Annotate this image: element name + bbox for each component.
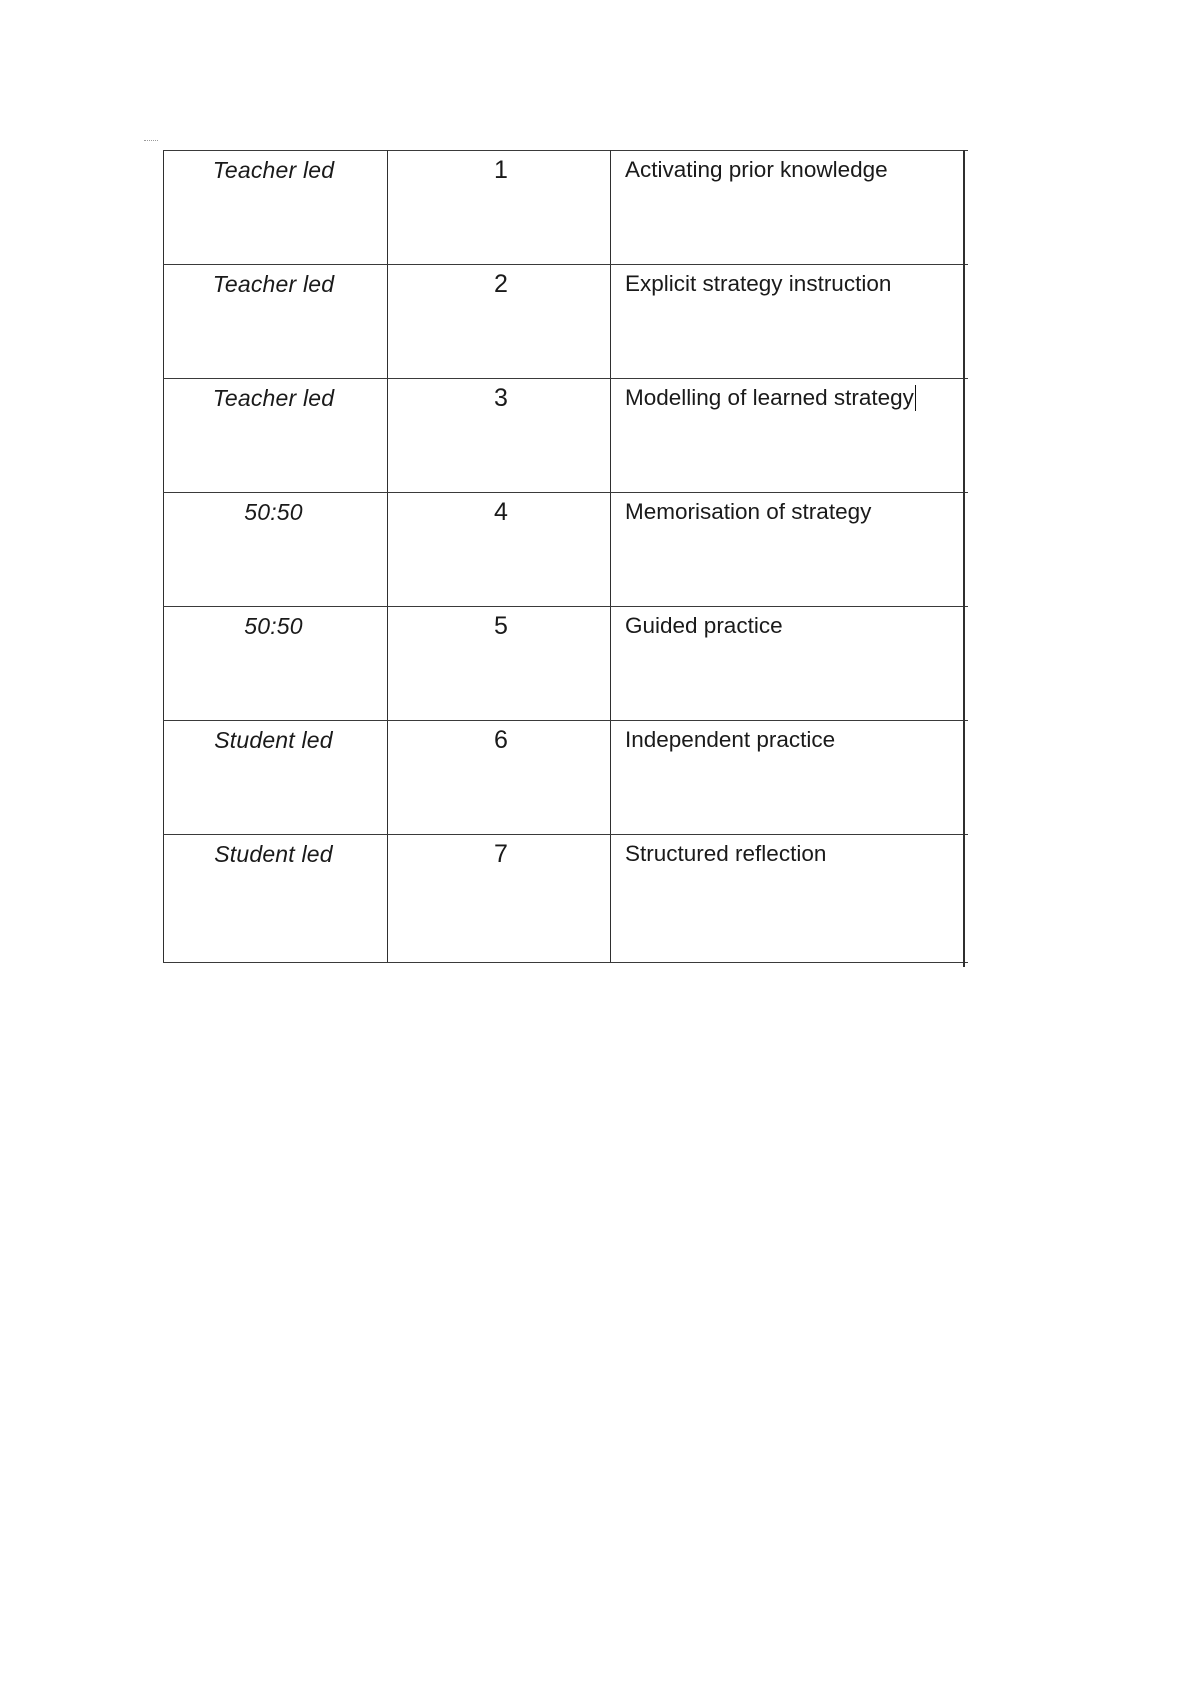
step-number: 2 [494,270,508,298]
stage-text: Structured reflection [625,841,827,866]
table-row [164,493,968,607]
table-move-handle[interactable] [144,140,158,143]
table-row [164,607,968,721]
table-right-border [963,150,965,967]
stage-text: Modelling of learned strategy [625,385,914,410]
step-number-cell[interactable] [388,721,611,835]
led-by-cell[interactable] [164,607,388,721]
led-by-cell[interactable] [164,493,388,607]
table-row [164,265,968,379]
step-number-cell[interactable] [388,265,611,379]
step-number-cell[interactable] [388,379,611,493]
led-by-cell[interactable] [164,379,388,493]
led-by-text: Student led [214,841,333,867]
step-number-cell[interactable] [388,151,611,265]
stage-text: Activating prior knowledge [625,157,888,182]
stage-cell[interactable] [611,607,968,721]
stage-cell[interactable] [611,721,968,835]
led-by-text: Teacher led [212,271,335,297]
table-row [164,721,968,835]
stage-cell[interactable] [611,151,968,265]
led-by-cell[interactable] [164,265,388,379]
strategy-steps-table [163,150,968,963]
step-number: 5 [494,612,508,640]
led-by-text: Teacher led [212,385,335,411]
step-number: 7 [494,840,508,868]
step-number: 6 [494,726,508,754]
table-row [164,379,968,493]
step-number: 1 [494,156,508,184]
stage-cell[interactable] [611,493,968,607]
step-number: 4 [494,498,508,526]
table-row [164,835,968,963]
stage-text: Guided practice [625,613,783,638]
step-number-cell[interactable] [388,607,611,721]
stage-cell[interactable] [611,265,968,379]
led-by-text: Student led [214,727,333,753]
led-by-text: 50:50 [244,613,303,639]
text-cursor [915,385,916,411]
table-row [164,151,968,265]
step-number-cell[interactable] [388,493,611,607]
stage-text: Independent practice [625,727,836,752]
step-number: 3 [494,384,508,412]
led-by-cell[interactable] [164,721,388,835]
step-number-cell[interactable] [388,835,611,963]
led-by-cell[interactable] [164,835,388,963]
stage-text: Memorisation of strategy [625,499,872,524]
stage-text: Explicit strategy instruction [625,271,892,296]
led-by-cell[interactable] [164,151,388,265]
stage-cell[interactable] [611,835,968,963]
stage-cell[interactable] [611,379,968,493]
led-by-text: 50:50 [244,499,303,525]
document-table [163,150,967,963]
led-by-text: Teacher led [212,157,335,183]
